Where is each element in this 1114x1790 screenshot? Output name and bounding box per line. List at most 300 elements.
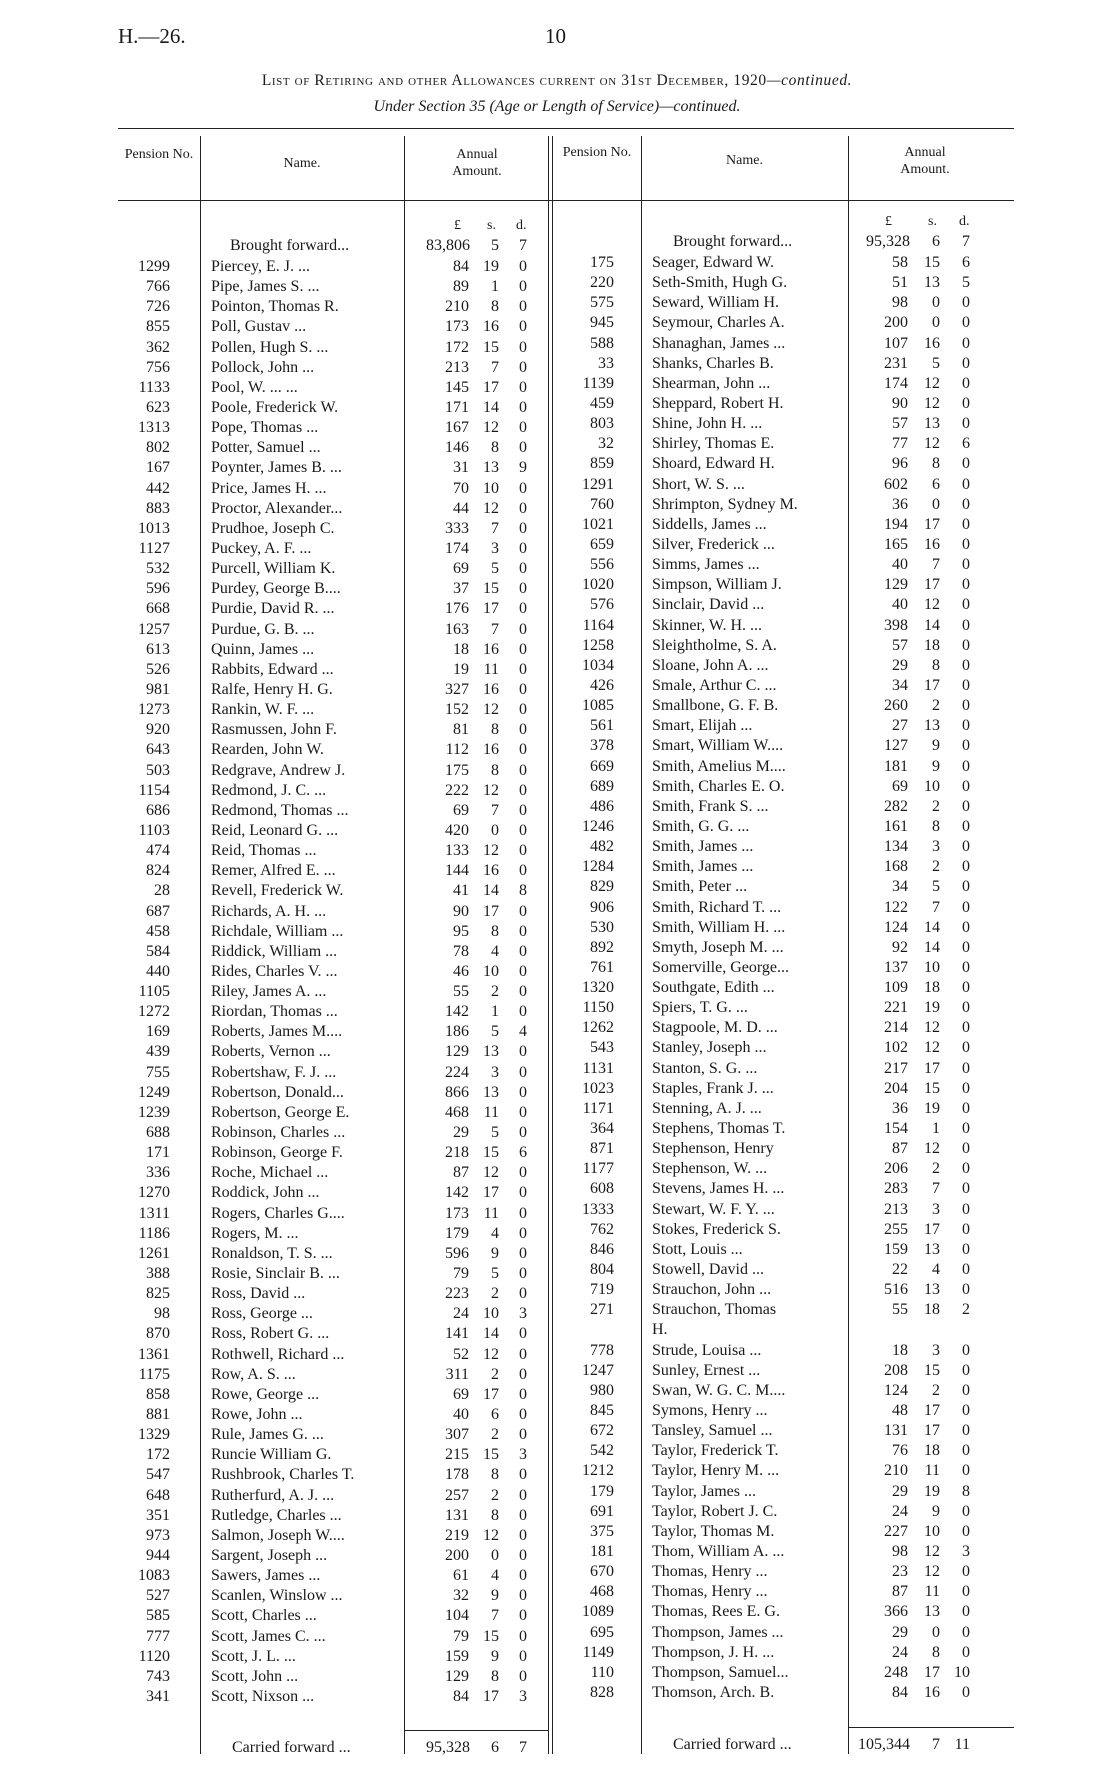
pension-no: 858 [146,1385,170,1403]
amount-pence: 0 [519,258,527,275]
amount-shillings: 15 [924,254,940,271]
left-penny-symbol: d. [516,218,527,233]
amount-shillings: 8 [932,656,940,674]
amount-shillings: 17 [483,1687,499,1705]
amount-shillings: 2 [932,1160,940,1178]
pension-no: 1177 [582,1160,614,1178]
amount-shillings: 14 [924,616,940,634]
amount-pounds: 163 [445,620,469,638]
amount-pence: 0 [519,298,527,316]
amount-shillings: 17 [924,1663,940,1681]
carried-forward-label: Carried forward ... [673,1736,792,1753]
amount-shillings: 12 [483,781,499,799]
amount-pence: 0 [962,1180,970,1198]
pension-no: 1313 [138,419,170,437]
amount-shillings: 10 [924,1522,940,1540]
pensioner-name: Rankin, W. F. ... [211,701,315,719]
amount-pounds: 133 [445,842,469,860]
table-row [0,293,1114,313]
amount-pounds: 159 [884,1240,908,1258]
table-row [0,1018,1114,1038]
amount-pounds: 175 [445,761,469,779]
amount-pounds: 516 [884,1281,908,1299]
amount-pounds: 61 [453,1567,469,1585]
pensioner-name: Richards, A. H. ... [211,902,327,920]
amount-pence: 0 [962,1120,970,1138]
amount-shillings: 12 [924,374,940,392]
amount-pence: 9 [519,459,527,477]
right-penny-symbol: d. [959,214,970,229]
amount-shillings: 16 [483,741,499,759]
amount-pence: 0 [962,797,970,815]
pension-no: 1186 [138,1224,170,1242]
amount-shillings: 8 [491,1667,499,1685]
table-row [0,1401,1114,1421]
pensioner-name: Scott, J. L. ... [211,1647,296,1665]
amount-shillings: 9 [491,1647,499,1665]
amount-pounds: 154 [884,1120,908,1138]
amount-pence: 0 [519,419,527,437]
amount-pounds: 95 [453,922,469,940]
amount-pounds: 92 [892,938,908,956]
table-row [0,1079,1114,1099]
pension-no: 167 [146,459,170,477]
amount-pounds: 208 [884,1361,908,1379]
amount-pounds: 24 [892,1502,908,1520]
amount-pounds: 866 [445,1083,469,1101]
amount-shillings: 5 [491,1265,499,1283]
amount-pounds: 204 [884,1079,908,1097]
pensioner-name: Row, A. S. ... [211,1365,296,1383]
carried-forward-pence: 11 [954,1736,970,1753]
amount-pence: 0 [519,801,527,819]
amount-pence: 0 [962,817,970,835]
amount-pence: 0 [962,596,970,614]
amount-pence: 0 [962,838,970,856]
pensioner-name: Rushbrook, Charles T. [211,1466,355,1484]
pension-no: 1131 [582,1059,614,1077]
amount-pounds: 174 [445,539,469,557]
amount-pence: 2 [962,1301,970,1319]
amount-pounds: 596 [445,1244,469,1262]
amount-shillings: 0 [932,294,940,312]
amount-shillings: 15 [483,1144,499,1162]
table-row [0,1320,1114,1340]
pension-no: 584 [146,942,170,960]
amount-pence: 8 [962,1482,970,1500]
pensioner-name: Smale, Arthur C. ... [652,676,777,694]
amount-shillings: 15 [924,1079,940,1097]
amount-pounds: 77 [892,435,908,453]
amount-shillings: 8 [491,439,499,457]
pension-no: 336 [146,1164,170,1182]
table-row [0,777,1114,797]
amount-shillings: 18 [924,979,940,997]
amount-shillings: 2 [491,1486,499,1504]
pension-no: 1247 [582,1361,614,1379]
amount-pounds: 134 [884,838,908,856]
table-row [0,1502,1114,1522]
amount-pounds: 89 [453,278,469,296]
amount-pounds: 98 [892,294,908,312]
table-row [0,1482,1114,1502]
amount-pounds: 174 [884,374,908,392]
amount-pounds: 167 [445,419,469,437]
pensioner-name: Symons, Henry ... [652,1402,768,1420]
pensioner-name: Thompson, J. H. ... [652,1643,775,1661]
pension-no: 1120 [138,1647,170,1665]
pensioner-name: Scanlen, Winslow ... [211,1587,343,1605]
pension-no: 1261 [138,1244,170,1262]
pension-no: 920 [146,721,170,739]
pensioner-name: Sargent, Joseph ... [211,1547,328,1564]
amount-pounds: 131 [445,1506,469,1524]
amount-shillings: 11 [483,1103,499,1121]
pensioner-name: Shrimpton, Sydney M. [652,495,798,513]
amount-pounds: 127 [884,737,908,755]
table-row [0,1602,1114,1622]
pension-no: 1133 [138,378,170,396]
amount-pounds: 165 [884,535,908,553]
amount-pounds: 144 [445,862,469,880]
amount-shillings: 2 [491,983,499,1001]
table-row [0,1059,1114,1079]
pension-no: 1361 [138,1345,170,1363]
amount-pence: 0 [519,1204,527,1222]
amount-pence: 0 [519,560,527,578]
amount-pence: 0 [519,741,527,759]
page-number: 10 [545,24,566,48]
pensioner-name: Smith, Frank S. ... [652,797,769,815]
pension-no: 1320 [582,979,614,997]
amount-pence: 0 [519,1244,527,1262]
pension-no: 556 [590,556,614,574]
amount-pence: 0 [519,660,527,678]
pensioner-name: Sawers, James ... [211,1567,321,1585]
pension-no: 1127 [138,539,170,557]
pension-no: 1272 [138,1003,170,1021]
amount-pence: 0 [962,374,970,392]
amount-pence: 0 [962,858,970,876]
amount-pence: 0 [962,495,970,513]
amount-pounds: 327 [445,680,469,698]
amount-pence: 0 [519,378,527,396]
amount-pounds: 311 [445,1365,469,1383]
amount-shillings: 12 [924,596,940,614]
amount-shillings: 13 [924,415,940,433]
amount-shillings: 16 [483,640,499,658]
carried-forward-shillings: 7 [932,1736,940,1753]
pension-no: 440 [146,962,170,980]
amount-shillings: 9 [491,1244,499,1262]
table-row [0,414,1114,434]
pensioner-name: Smart, Elijah ... [652,717,753,735]
pensioner-name: Smith, James ... [652,838,754,856]
table-row [0,1341,1114,1361]
pension-no: 169 [146,1023,170,1041]
amount-pounds: 210 [884,1462,908,1480]
amount-pounds: 215 [445,1446,469,1464]
pensioner-name: Remer, Alfred E. ... [211,862,336,880]
amount-pence: 0 [962,1341,970,1359]
pensioner-name: Taylor, Robert J. C. [652,1502,778,1520]
amount-pence: 0 [962,999,970,1017]
amount-shillings: 13 [483,459,499,477]
pensioner-name: Strauchon, John ... [652,1281,772,1299]
amount-pounds: 104 [445,1607,469,1625]
amount-pounds: 78 [453,942,469,960]
amount-pounds: 398 [884,616,908,634]
amount-pence: 0 [962,938,970,956]
pension-no: 585 [146,1607,170,1625]
amount-pounds: 109 [884,979,908,997]
amount-pence: 0 [962,314,970,332]
amount-pence: 3 [962,1543,970,1560]
amount-pounds: 31 [453,459,469,477]
amount-shillings: 16 [483,862,499,880]
pension-no: 659 [590,535,614,553]
pension-no: 543 [590,1039,614,1057]
amount-pence: 0 [519,358,527,376]
amount-pounds: 194 [884,515,908,533]
amount-pounds: 69 [453,801,469,819]
title-continued: —continued. [766,72,853,89]
pensioner-name: Ronaldson, T. S. ... [211,1244,333,1262]
pensioner-name: Stokes, Frederick S. [652,1220,781,1238]
amount-pence: 0 [962,616,970,634]
amount-pounds: 55 [453,983,469,1001]
pensioner-name: Seager, Edward W. [652,254,774,271]
pensioner-name: Rearden, John W. [211,741,324,759]
amount-shillings: 14 [924,918,940,936]
amount-shillings: 17 [924,1220,940,1238]
amount-shillings: 19 [924,999,940,1017]
amount-pence: 0 [962,1059,970,1077]
pension-no: 686 [146,801,170,819]
amount-pence: 0 [962,1361,970,1379]
amount-pence: 4 [519,1023,527,1041]
amount-shillings: 11 [924,1462,940,1480]
pension-no: 648 [146,1486,170,1504]
pension-no: 881 [146,1406,170,1424]
pensioner-name: Rutledge, Charles ... [211,1506,342,1524]
amount-pence: 0 [519,1103,527,1121]
pensioner-name: Rothwell, Richard ... [211,1345,345,1363]
amount-pence: 0 [519,439,527,457]
pension-no: 691 [590,1502,614,1520]
amount-pounds: 24 [892,1643,908,1661]
amount-pence: 0 [519,1526,527,1544]
page-subtitle: Under Section 35 (Age or Length of Service)—continued. [373,98,741,115]
amount-shillings: 19 [924,1099,940,1117]
amount-pounds: 107 [884,334,908,352]
amount-shillings: 2 [491,1426,499,1444]
amount-pounds: 161 [884,817,908,835]
pensioner-name: Pope, Thomas ... [211,419,319,437]
pension-no: 1020 [582,576,614,594]
amount-pence: 0 [519,1184,527,1202]
pensioner-name: Scott, James C. ... [211,1627,326,1645]
table-row [0,616,1114,636]
carried-forward-pounds: 105,344 [858,1736,910,1753]
amount-pence: 0 [519,821,527,839]
table-row [0,394,1114,414]
pensioner-name: Taylor, James ... [652,1482,756,1500]
pensioner-name: Somerville, George... [652,958,790,976]
pensioner-name: Reid, Leonard G. ... [211,821,339,839]
pensioner-name: Ross, Robert G. ... [211,1325,330,1343]
pension-no: 980 [590,1381,614,1399]
pensioner-name: Silver, Frederick ... [652,535,775,553]
amount-shillings: 14 [924,938,940,956]
table-row [0,736,1114,756]
amount-pounds: 129 [884,576,908,594]
amount-shillings: 11 [483,1204,499,1222]
left-amount-header: Annual Amount. [452,147,502,179]
carried-forward-shillings: 6 [491,1739,499,1756]
pension-no: 459 [590,394,614,412]
amount-shillings: 16 [924,1683,940,1701]
table-row [0,1441,1114,1461]
amount-shillings: 2 [932,697,940,715]
amount-pence: 0 [962,636,970,654]
pension-no: 1262 [582,1019,614,1037]
amount-pounds: 333 [445,519,469,537]
amount-shillings: 12 [483,419,499,437]
pensioner-name: Richdale, William ... [211,922,344,940]
title-main: List of Retiring and other Allowances current on 31st December, 1920 [261,72,767,89]
amount-pence: 0 [962,1039,970,1057]
table-row [0,434,1114,454]
pension-no: 1021 [582,515,614,533]
amount-shillings: 3 [932,1200,940,1218]
amount-pounds: 18 [453,640,469,658]
amount-shillings: 16 [924,334,940,352]
amount-pounds: 176 [445,600,469,618]
amount-pence: 0 [962,777,970,795]
amount-shillings: 4 [932,1261,940,1279]
pension-no: 1333 [582,1200,614,1218]
amount-pounds: 18 [892,1341,908,1359]
pension-no: 719 [590,1281,614,1299]
amount-pence: 0 [962,1281,970,1299]
amount-pounds: 468 [445,1103,469,1121]
pensioner-name: Staples, Frank J. ... [652,1079,774,1097]
pension-no: 1284 [582,858,614,876]
left-pound-symbol: £ [454,218,461,233]
amount-pounds: 255 [884,1220,908,1238]
pensioner-name: Stowell, David ... [652,1261,764,1279]
pension-no: 530 [590,918,614,936]
amount-shillings: 15 [483,1627,499,1645]
amount-pence: 0 [519,1083,527,1101]
pensioner-name: Rosie, Sinclair B. ... [211,1265,340,1283]
table-row [0,1663,1114,1683]
pensioner-name: Purdue, G. B. ... [211,620,315,638]
pension-no: 846 [590,1240,614,1258]
amount-pence: 0 [962,455,970,473]
pensioner-name: Robertson, Donald... [211,1083,344,1101]
pension-no: 175 [590,254,614,271]
pensioner-name: Skinner, W. H. ... [652,616,763,634]
amount-pence: 0 [962,576,970,594]
table-row [0,1240,1114,1260]
amount-pence: 0 [519,1406,527,1424]
amount-shillings: 7 [491,801,499,819]
pension-no: 1139 [582,374,614,392]
amount-pence: 0 [519,680,527,698]
amount-pence: 0 [519,1547,527,1564]
amount-shillings: 10 [483,479,499,497]
pension-no: 906 [590,898,614,916]
pensioner-name: Thomson, Arch. B. [652,1683,775,1701]
amount-pence: 0 [962,1422,970,1440]
amount-pounds: 36 [892,495,908,513]
amount-shillings: 0 [491,821,499,839]
pension-no: 981 [146,680,170,698]
amount-shillings: 12 [924,394,940,412]
pensioner-name: Poynter, James B. ... [211,459,342,477]
brought-forward-label: Brought forward... [230,237,350,254]
amount-pence: 0 [962,415,970,433]
amount-pence: 0 [962,656,970,674]
pensioner-name: Potter, Samuel ... [211,439,321,457]
pension-no: 766 [146,278,170,296]
pensioner-name: Taylor, Henry M. ... [652,1462,780,1480]
amount-pence: 0 [962,737,970,755]
amount-shillings: 5 [932,354,940,372]
pensioner-name: Taylor, Thomas M. [652,1522,775,1540]
pension-no: 1089 [582,1603,614,1621]
pension-no: 668 [146,600,170,618]
pension-no: 1023 [582,1079,614,1097]
pensioner-name: Salmon, Joseph W.... [211,1526,345,1544]
amount-shillings: 12 [483,1164,499,1182]
amount-pounds: 87 [453,1164,469,1182]
amount-shillings: 12 [483,842,499,860]
table-row [0,535,1114,555]
pensioner-name: Puckey, A. F. ... [211,539,312,557]
amount-pence: 0 [962,958,970,976]
amount-pounds: 84 [453,258,469,275]
amount-shillings: 12 [924,1563,940,1581]
amount-pence: 0 [519,983,527,1001]
pension-no: 33 [598,354,614,372]
amount-shillings: 17 [924,515,940,533]
amount-pounds: 168 [884,858,908,876]
pension-no: 756 [146,358,170,376]
amount-pounds: 142 [445,1003,469,1021]
amount-shillings: 12 [483,499,499,517]
amount-pounds: 84 [453,1687,469,1705]
pensioner-name: Price, James H. ... [211,479,327,497]
pensioner-name: Smart, William W.... [652,737,784,755]
amount-pounds: 37 [453,580,469,598]
amount-pence: 5 [962,274,970,292]
left-name-header: Name. [283,156,321,171]
amount-shillings: 19 [924,1482,940,1500]
amount-pounds: 23 [892,1563,908,1581]
pensioner-name: Pollen, Hugh S. ... [211,338,329,356]
amount-shillings: 13 [924,1240,940,1258]
right-pension-no-header: Pension No. [562,145,632,160]
table-row [0,817,1114,837]
pension-no: 845 [590,1402,614,1420]
pension-no: 828 [590,1683,614,1701]
pensioner-name: Smith, G. G. ... [652,817,750,835]
amount-shillings: 10 [483,1305,499,1323]
brought-forward-pounds: 95,328 [866,233,910,250]
